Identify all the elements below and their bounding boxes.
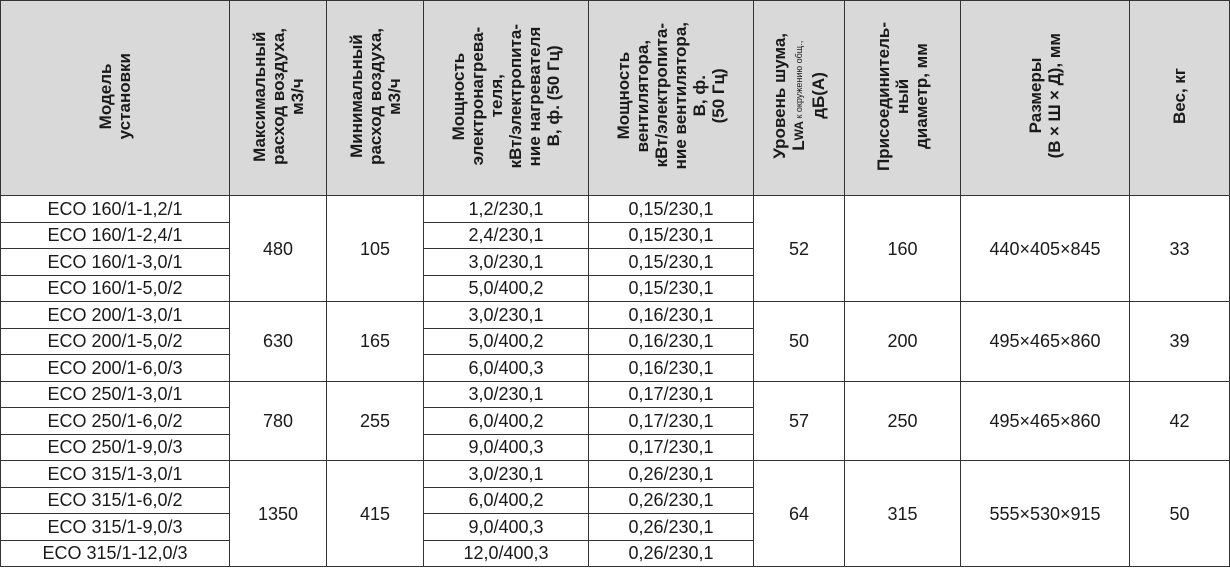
cell-model: ECO 200/1-3,0/1 bbox=[1, 302, 230, 329]
cell-heater-power: 9,0/400,3 bbox=[424, 434, 589, 461]
header-dimensions bbox=[961, 1, 1130, 196]
header-min-air bbox=[327, 1, 424, 196]
table-row bbox=[1, 461, 1230, 488]
cell-heater-power: 2,4/230,1 bbox=[424, 222, 589, 249]
header-noise-line2 bbox=[789, 41, 808, 151]
cell-heater-power: 6,0/400,2 bbox=[424, 487, 589, 514]
cell-min-air: 255 bbox=[327, 381, 424, 461]
cell-diameter: 160 bbox=[845, 196, 961, 302]
table-row bbox=[1, 381, 1230, 408]
cell-diameter: 250 bbox=[845, 381, 961, 461]
header-row bbox=[1, 1, 1230, 196]
cell-model: ECO 315/1-12,0/3 bbox=[1, 540, 230, 567]
header-noise-L: L bbox=[789, 140, 808, 151]
cell-heater-power: 6,0/400,2 bbox=[424, 408, 589, 435]
header-model-label: Модель установки bbox=[96, 52, 134, 140]
cell-heater-power: 3,0/230,1 bbox=[424, 249, 589, 276]
cell-min-air: 105 bbox=[327, 196, 424, 302]
table-row bbox=[1, 302, 1230, 329]
header-model bbox=[1, 1, 230, 196]
cell-model: ECO 250/1-6,0/2 bbox=[1, 408, 230, 435]
cell-fan-power: 0,26/230,1 bbox=[589, 461, 754, 488]
header-min-air-label: Минимальный расход воздуха, м3/ч bbox=[346, 27, 404, 165]
header-noise-line1: Уровень шума, bbox=[770, 33, 789, 159]
cell-model: ECO 160/1-3,0/1 bbox=[1, 249, 230, 276]
cell-diameter: 315 bbox=[845, 461, 961, 567]
header-dimensions-label: Размеры (В×Ш×Д), мм bbox=[1026, 33, 1064, 159]
cell-heater-power: 5,0/400,2 bbox=[424, 328, 589, 355]
cell-min-air: 165 bbox=[327, 302, 424, 382]
cell-diameter: 200 bbox=[845, 302, 961, 382]
header-diameter bbox=[845, 1, 961, 196]
cell-model: ECO 160/1-5,0/2 bbox=[1, 275, 230, 302]
header-max-air-label: Максимальный расход воздуха, м3/ч bbox=[249, 27, 307, 165]
cell-model: ECO 250/1-9,0/3 bbox=[1, 434, 230, 461]
header-noise-small: к окружению общ., bbox=[794, 41, 804, 122]
cell-heater-power: 3,0/230,1 bbox=[424, 461, 589, 488]
cell-fan-power: 0,16/230,1 bbox=[589, 355, 754, 382]
cell-max-air: 1350 bbox=[230, 461, 327, 567]
cell-fan-power: 0,26/230,1 bbox=[589, 514, 754, 541]
cell-heater-power: 12,0/400,3 bbox=[424, 540, 589, 567]
cell-max-air: 780 bbox=[230, 381, 327, 461]
header-noise bbox=[754, 1, 845, 196]
cell-fan-power: 0,17/230,1 bbox=[589, 434, 754, 461]
cell-model: ECO 315/1-6,0/2 bbox=[1, 487, 230, 514]
cell-model: ECO 160/1-2,4/1 bbox=[1, 222, 230, 249]
table-row bbox=[1, 196, 1230, 223]
cell-min-air: 415 bbox=[327, 461, 424, 567]
header-weight bbox=[1130, 1, 1230, 196]
cell-model: ECO 250/1-3,0/1 bbox=[1, 381, 230, 408]
header-noise-subscript: WA bbox=[792, 121, 806, 141]
cell-dimensions: 440×405×845 bbox=[961, 196, 1130, 302]
cell-model: ECO 200/1-5,0/2 bbox=[1, 328, 230, 355]
header-heater-power bbox=[424, 1, 589, 196]
cell-dimensions: 555×530×915 bbox=[961, 461, 1130, 567]
cell-heater-power: 5,0/400,2 bbox=[424, 275, 589, 302]
cell-fan-power: 0,26/230,1 bbox=[589, 540, 754, 567]
cell-model: ECO 315/1-9,0/3 bbox=[1, 514, 230, 541]
cell-heater-power: 6,0/400,3 bbox=[424, 355, 589, 382]
header-heater-power-label: Мощность электронагрева- теля, кВт/электропита- ние нагревателя В, ф. (50 Гц) bbox=[449, 23, 563, 169]
cell-weight: 50 bbox=[1130, 461, 1230, 567]
cell-fan-power: 0,17/230,1 bbox=[589, 408, 754, 435]
cell-max-air: 630 bbox=[230, 302, 327, 382]
cell-fan-power: 0,15/230,1 bbox=[589, 196, 754, 223]
header-noise-line3: дБ(А) bbox=[809, 72, 828, 120]
cell-heater-power: 3,0/230,1 bbox=[424, 302, 589, 329]
cell-fan-power: 0,15/230,1 bbox=[589, 249, 754, 276]
cell-fan-power: 0,15/230,1 bbox=[589, 222, 754, 249]
cell-fan-power: 0,15/230,1 bbox=[589, 275, 754, 302]
cell-weight: 42 bbox=[1130, 381, 1230, 461]
cell-fan-power: 0,16/230,1 bbox=[589, 328, 754, 355]
cell-dimensions: 495×465×860 bbox=[961, 302, 1130, 382]
cell-weight: 39 bbox=[1130, 302, 1230, 382]
header-fan-power-label: Мощность вентилятора, кВт/электропита- ние вентилятора, В, ф. (50 Гц) bbox=[614, 22, 728, 170]
cell-model: ECO 160/1-1,2/1 bbox=[1, 196, 230, 223]
cell-fan-power: 0,16/230,1 bbox=[589, 302, 754, 329]
cell-heater-power: 9,0/400,3 bbox=[424, 514, 589, 541]
cell-fan-power: 0,17/230,1 bbox=[589, 381, 754, 408]
header-fan-power bbox=[589, 1, 754, 196]
cell-noise: 50 bbox=[754, 302, 845, 382]
cell-model: ECO 200/1-6,0/3 bbox=[1, 355, 230, 382]
cell-noise: 57 bbox=[754, 381, 845, 461]
header-diameter-label: Присоединитель- ный диаметр, мм bbox=[874, 21, 931, 171]
cell-max-air: 480 bbox=[230, 196, 327, 302]
cell-fan-power: 0,26/230,1 bbox=[589, 487, 754, 514]
header-max-air bbox=[230, 1, 327, 196]
cell-dimensions: 495×465×860 bbox=[961, 381, 1130, 461]
cell-heater-power: 1,2/230,1 bbox=[424, 196, 589, 223]
cell-noise: 64 bbox=[754, 461, 845, 567]
cell-heater-power: 3,0/230,1 bbox=[424, 381, 589, 408]
header-weight-label: Вес, кг bbox=[1170, 68, 1189, 124]
cell-noise: 52 bbox=[754, 196, 845, 302]
header-noise-label bbox=[770, 33, 828, 159]
cell-weight: 33 bbox=[1130, 196, 1230, 302]
cell-model: ECO 315/1-3,0/1 bbox=[1, 461, 230, 488]
table-body bbox=[1, 196, 1230, 567]
